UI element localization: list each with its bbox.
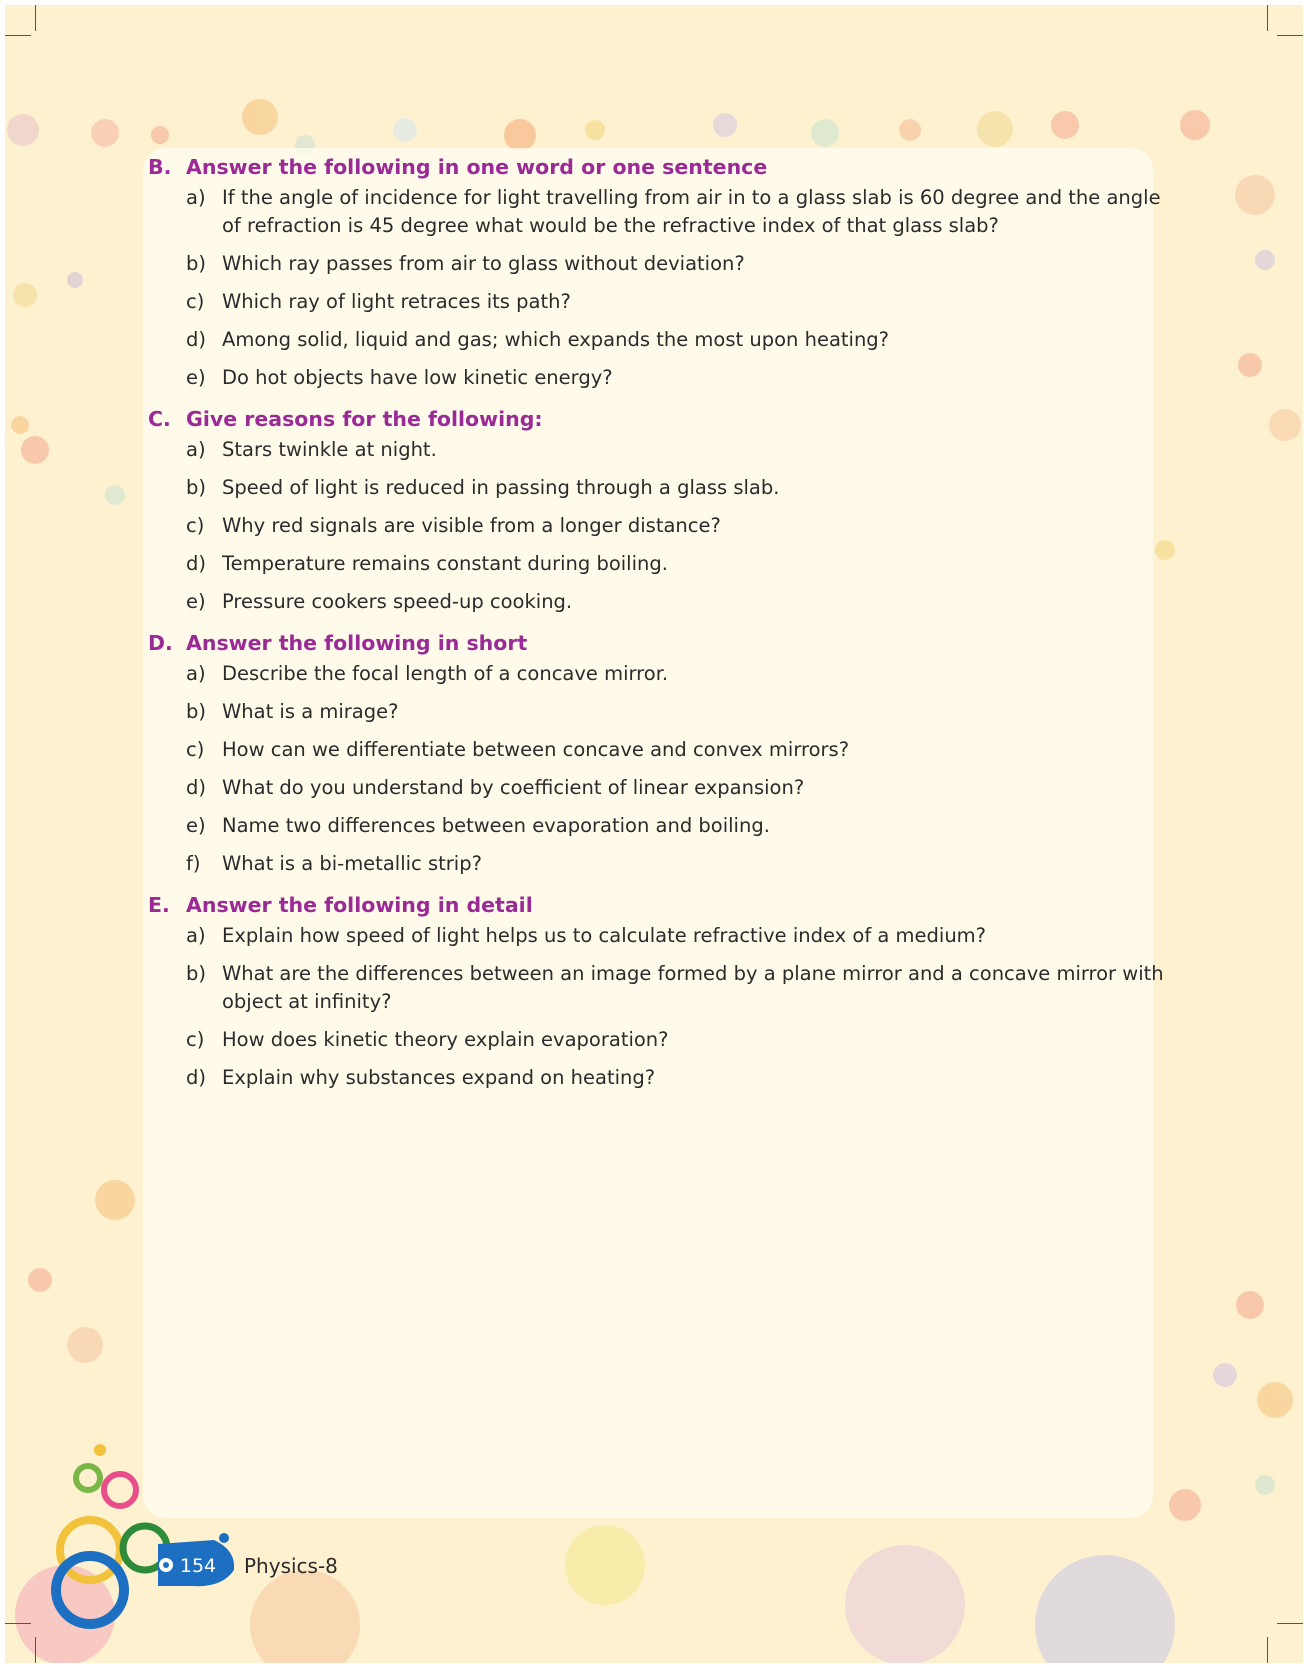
- question-item: [148, 850, 1168, 878]
- item-letter: d): [186, 776, 206, 799]
- section-d: [148, 626, 1168, 878]
- item-text: What do you understand by coefficient of linear expansion?: [222, 776, 805, 799]
- item-letter: a): [186, 662, 206, 685]
- section-letter: D.: [148, 631, 173, 655]
- item-letter: d): [186, 1066, 206, 1089]
- section-title: Give reasons for the following:: [186, 407, 543, 431]
- item-letter: a): [186, 438, 206, 461]
- item-text: Describe the focal length of a concave mirror.: [222, 662, 669, 685]
- item-text: Stars twinkle at night.: [222, 438, 437, 461]
- item-letter: d): [186, 552, 206, 575]
- question-item: [148, 474, 1168, 502]
- item-letter: b): [186, 476, 206, 499]
- section-letter: B.: [148, 155, 172, 179]
- item-text: Speed of light is reduced in passing through a glass slab.: [222, 476, 780, 499]
- section-heading: [148, 888, 1168, 922]
- question-item: [148, 660, 1168, 688]
- exercise-list: [148, 150, 1168, 1102]
- item-text: What is a bi-metallic strip?: [222, 852, 482, 875]
- item-letter: c): [186, 514, 205, 537]
- question-item: [148, 698, 1168, 726]
- question-item: [148, 1026, 1168, 1054]
- item-text: How does kinetic theory explain evaporation?: [222, 1028, 669, 1051]
- question-item: [148, 736, 1168, 764]
- item-text: Explain why substances expand on heating?: [222, 1066, 656, 1089]
- section-heading: [148, 402, 1168, 436]
- item-letter: c): [186, 738, 205, 761]
- book-subject-label: Physics-8: [244, 1554, 338, 1578]
- item-text: Why red signals are visible from a longer distance?: [222, 514, 721, 537]
- section-c: [148, 402, 1168, 616]
- item-text: What is a mirage?: [222, 700, 399, 723]
- item-letter: e): [186, 590, 206, 613]
- item-text: Pressure cookers speed-up cooking.: [222, 590, 573, 613]
- question-item: [148, 326, 1168, 354]
- item-text: Do hot objects have low kinetic energy?: [222, 366, 613, 389]
- item-letter: e): [186, 814, 206, 837]
- question-item: [148, 588, 1168, 616]
- section-title: Answer the following in short: [186, 631, 528, 655]
- section-e: [148, 888, 1168, 1092]
- question-item: [148, 550, 1168, 578]
- item-text: Temperature remains constant during boiling.: [222, 552, 668, 575]
- item-letter: c): [186, 1028, 205, 1051]
- question-item: [148, 288, 1168, 316]
- question-item: [148, 364, 1168, 392]
- question-item: [148, 922, 1168, 950]
- section-b: [148, 150, 1168, 392]
- item-text: What are the differences between an image formed by a plane mirror and a concave mirror with object at infinity?: [222, 962, 1164, 1013]
- question-item: [148, 436, 1168, 464]
- item-text: Which ray passes from air to glass without deviation?: [222, 252, 745, 275]
- item-text: Explain how speed of light helps us to calculate refractive index of a medium?: [222, 924, 987, 947]
- page-number: 154: [179, 1555, 217, 1577]
- question-item: [148, 512, 1168, 540]
- item-text: How can we differentiate between concave and convex mirrors?: [222, 738, 850, 761]
- item-text: Among solid, liquid and gas; which expands the most upon heating?: [222, 328, 890, 351]
- question-item: [148, 774, 1168, 802]
- question-item: [148, 184, 1168, 240]
- section-heading: [148, 150, 1168, 184]
- item-text: Name two differences between evaporation and boiling.: [222, 814, 770, 837]
- item-letter: c): [186, 290, 205, 313]
- item-letter: e): [186, 366, 206, 389]
- item-letter: b): [186, 962, 206, 985]
- question-item: [148, 1064, 1168, 1092]
- question-item: [148, 250, 1168, 278]
- item-letter: a): [186, 186, 206, 209]
- item-text: Which ray of light retraces its path?: [222, 290, 571, 313]
- section-heading: [148, 626, 1168, 660]
- item-letter: b): [186, 700, 206, 723]
- item-letter: b): [186, 252, 206, 275]
- section-title: Answer the following in detail: [186, 893, 533, 917]
- section-letter: E.: [148, 893, 170, 917]
- item-text: If the angle of incidence for light travelling from air in to a glass slab is 60 degree and the angle of refraction is 45 degree what would be the refractive index of that glass slab?: [222, 186, 1161, 237]
- item-letter: a): [186, 924, 206, 947]
- section-title: Answer the following in one word or one sentence: [186, 155, 768, 179]
- section-letter: C.: [148, 407, 171, 431]
- question-item: [148, 960, 1168, 1016]
- question-item: [148, 812, 1168, 840]
- item-letter: f): [186, 852, 201, 875]
- item-letter: d): [186, 328, 206, 351]
